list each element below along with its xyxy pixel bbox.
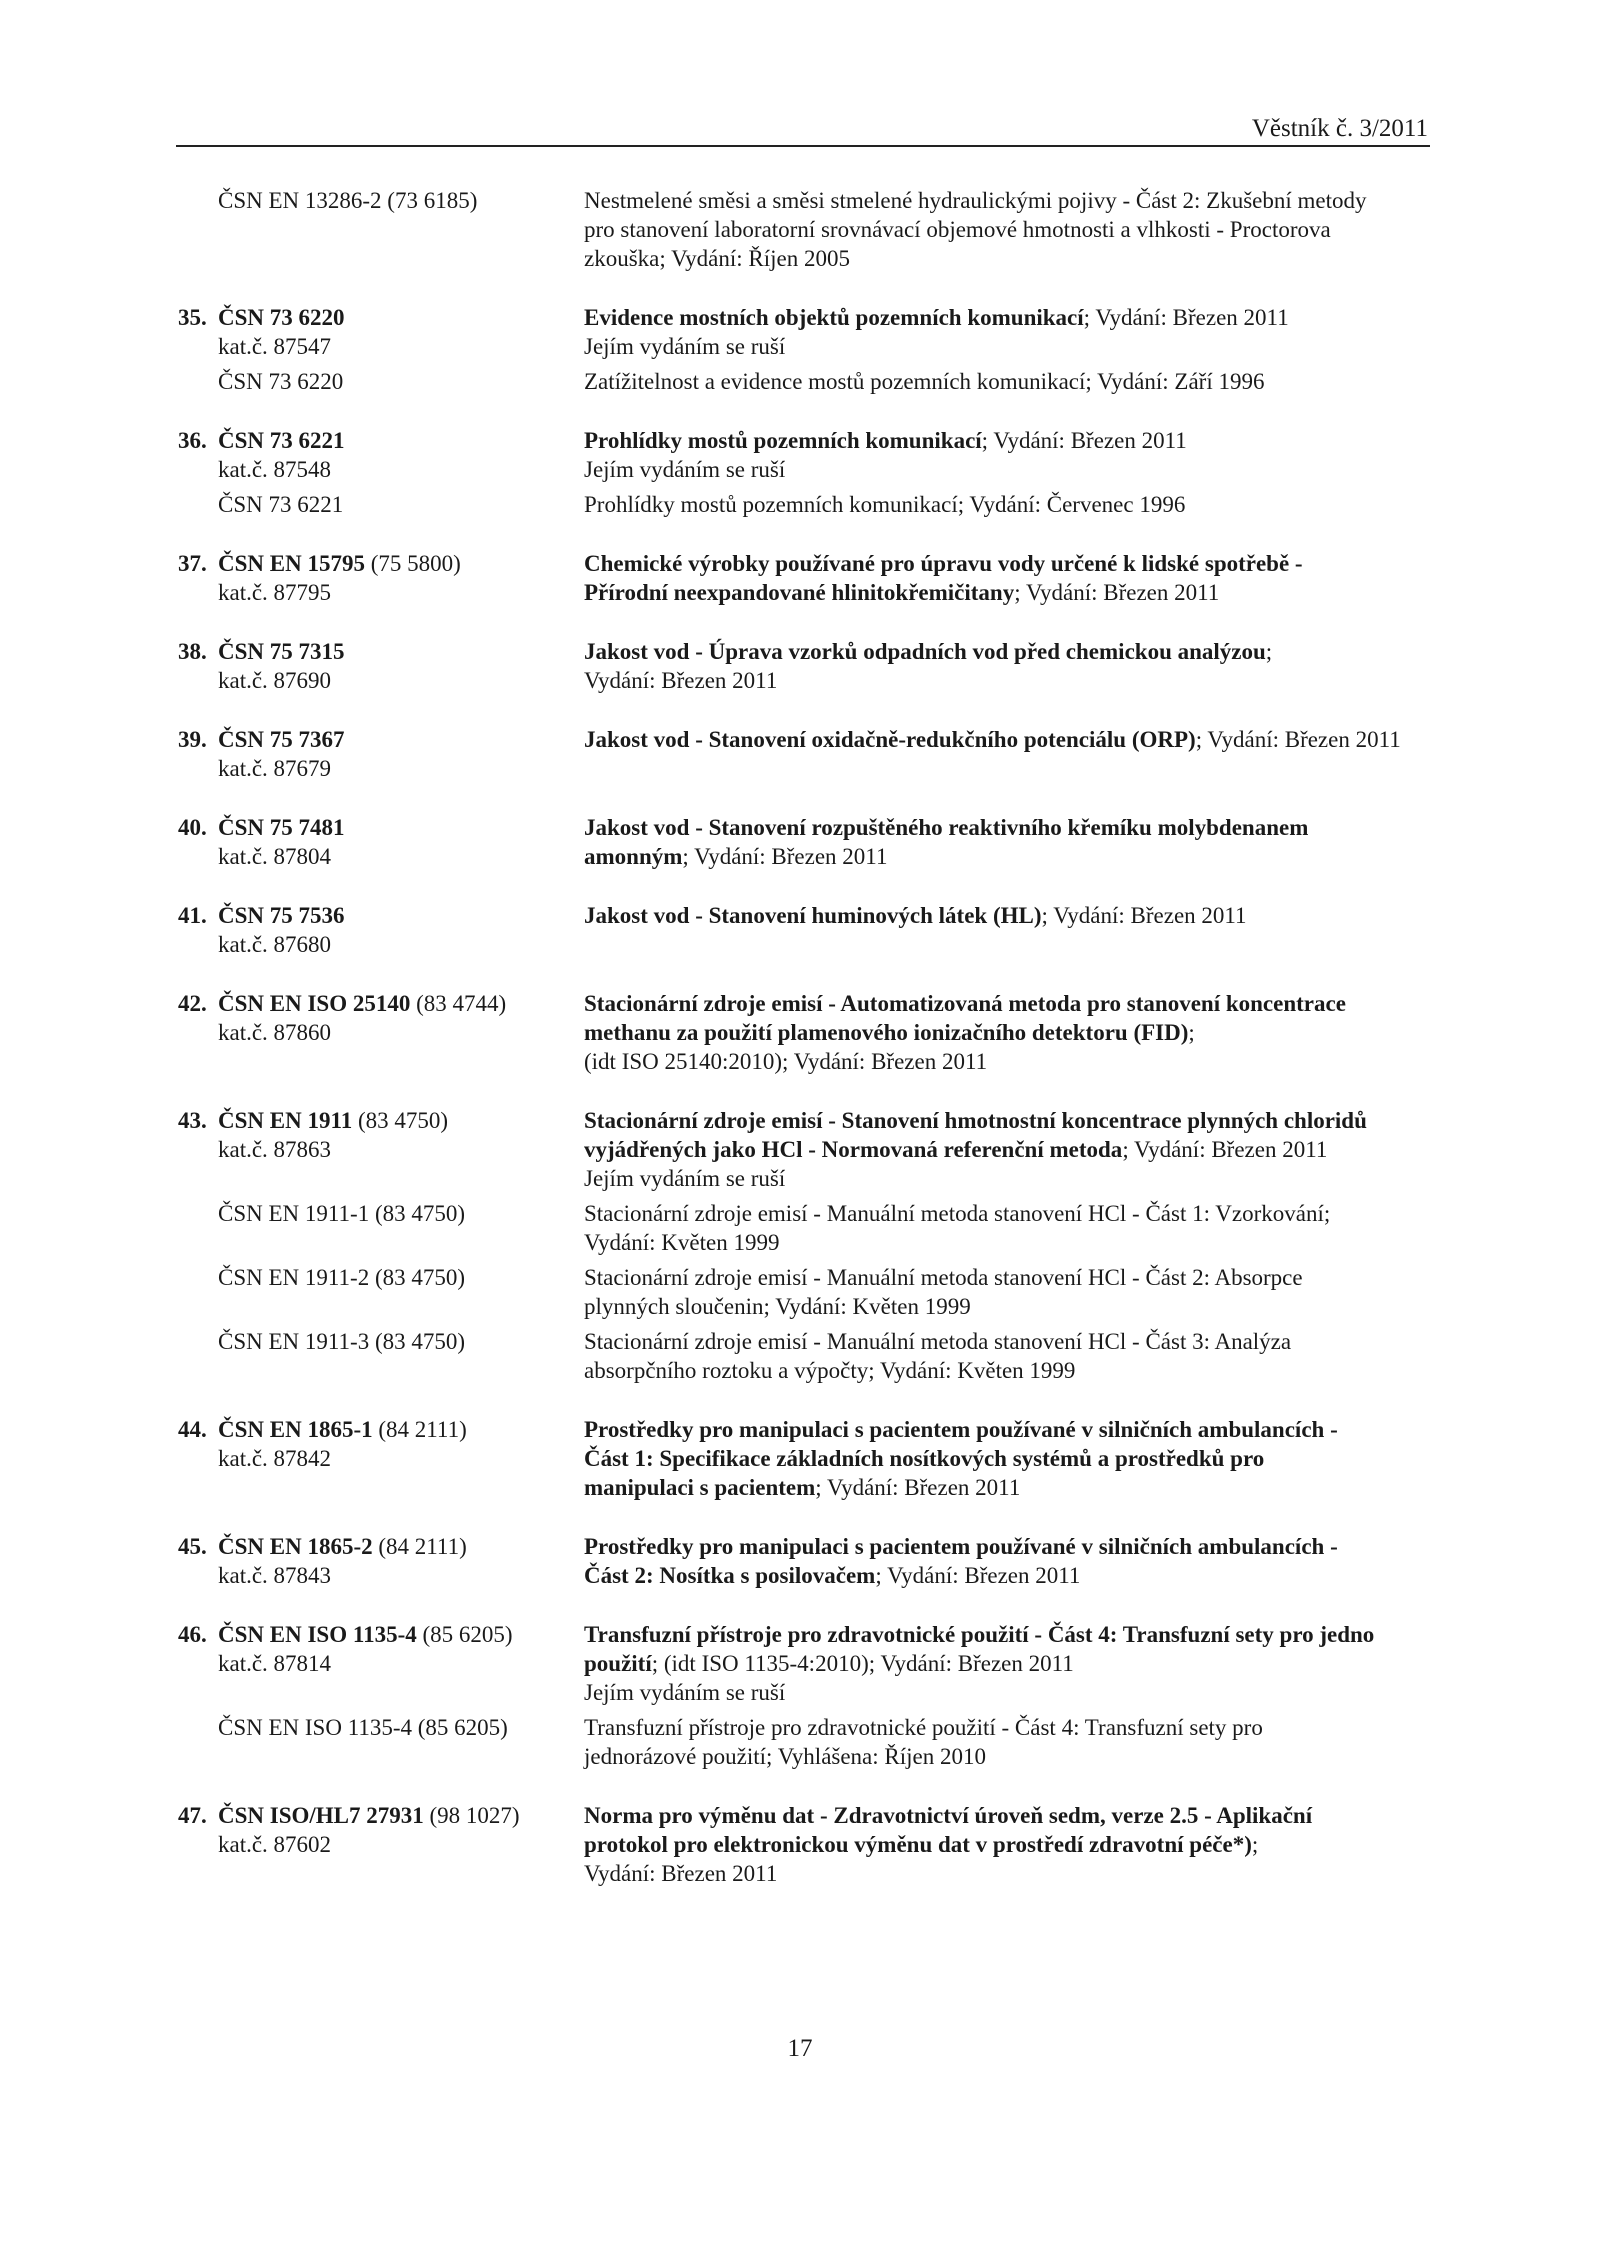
standard-designation (178, 1532, 584, 1590)
standard-entry (178, 186, 1430, 273)
title-segment: zkouška; Vydání: Říjen 2005 (584, 246, 850, 271)
title-line (584, 1164, 1430, 1193)
entry-number: 36. (178, 428, 207, 453)
standard-entry (178, 1801, 1430, 1888)
title-line (584, 1018, 1430, 1047)
standard-code (178, 989, 584, 1018)
entry-number: 43. (178, 1108, 207, 1133)
title-line (584, 1678, 1430, 1707)
designation-text: kat.č. 87843 (218, 1563, 332, 1588)
title-segment: Prohlídky mostů pozemních komunikací; Vydání: Červenec 1996 (584, 492, 1186, 517)
entry-number: 45. (178, 1534, 207, 1559)
standard-code (178, 1713, 584, 1742)
title-bold-segment: Přírodní neexpandované hlinitokřemičitany (584, 580, 1015, 605)
title-bold-segment: Jakost vod - Stanovení rozpuštěného reaktivního křemíku molybdenanem (584, 815, 1309, 840)
catalog-number (178, 332, 584, 361)
designation-text: ČSN EN ISO 1135-4 (85 6205) (218, 1715, 508, 1740)
standard-code (178, 303, 584, 332)
standard-code (178, 1532, 584, 1561)
standard-code (178, 813, 584, 842)
title-segment: absorpčního roztoku a výpočty; Vydání: Květen 1999 (584, 1358, 1076, 1383)
designation-text: ČSN EN 13286-2 (73 6185) (218, 188, 478, 213)
standard-title (584, 1713, 1430, 1771)
title-line (584, 1713, 1430, 1742)
title-segment: ; Vydání: Březen 2011 (875, 1563, 1081, 1588)
standards-list (178, 186, 1430, 1918)
designation-text: ČSN 73 6221 (218, 492, 344, 517)
entry-main-row (178, 989, 1430, 1076)
standard-code (178, 186, 584, 215)
designation-text: ČSN EN 1911-3 (83 4750) (218, 1329, 466, 1354)
catalog-number (178, 1018, 584, 1047)
title-line (584, 1649, 1430, 1678)
entry-main-row (178, 426, 1430, 484)
entry-main-row (178, 1801, 1430, 1888)
standard-designation (178, 186, 584, 215)
title-line (584, 490, 1430, 519)
title-line (584, 215, 1430, 244)
title-segment: ; Vydání: Březen 2011 (815, 1475, 1021, 1500)
standard-designation (178, 1801, 584, 1859)
title-segment: Nestmelené směsi a směsi stmelené hydraulickými pojivy - Část 2: Zkušební metody (584, 188, 1367, 213)
entry-main-row (178, 186, 1430, 273)
standard-entry (178, 303, 1430, 396)
header-divider (176, 145, 1430, 147)
designation-text: kat.č. 87863 (218, 1137, 332, 1162)
entry-replaced-row (178, 490, 1430, 519)
title-line (584, 1135, 1430, 1164)
title-segment: ; (1188, 1020, 1195, 1045)
title-segment: Vydání: Březen 2011 (584, 1861, 778, 1886)
entry-number: 35. (178, 305, 207, 330)
title-line (584, 549, 1430, 578)
entry-number: 42. (178, 991, 207, 1016)
title-line (584, 1620, 1430, 1649)
title-segment: ; (1251, 1832, 1259, 1857)
catalog-number (178, 754, 584, 783)
standard-designation (178, 1327, 584, 1356)
catalog-number (178, 578, 584, 607)
title-segment: ; Vydání: Březen 2011 (1083, 305, 1289, 330)
standard-title (584, 1415, 1430, 1502)
standard-entry (178, 1415, 1430, 1502)
standard-designation (178, 1415, 584, 1473)
entry-replaced-row (178, 1713, 1430, 1771)
designation-text: kat.č. 87842 (218, 1446, 332, 1471)
entry-main-row (178, 637, 1430, 695)
designation-text: kat.č. 87602 (218, 1832, 332, 1857)
bulletin-title: Věstník č. 3/2011 (1251, 115, 1428, 142)
standard-title (584, 186, 1430, 273)
standard-code-bold: ČSN EN 1911 (218, 1108, 353, 1133)
entry-main-row (178, 1620, 1430, 1707)
standard-entry (178, 901, 1430, 959)
entry-main-row (178, 1106, 1430, 1193)
designation-text: (83 4744) (410, 991, 507, 1016)
title-segment: plynných sloučenin; Vydání: Květen 1999 (584, 1294, 971, 1319)
title-bold-segment: Stacionární zdroje emisí - Automatizovaná metoda pro stanovení koncentrace (584, 991, 1346, 1016)
standard-entry (178, 1620, 1430, 1771)
title-bold-segment: Prostředky pro manipulaci s pacientem používané v silničních ambulancích - (584, 1534, 1338, 1559)
entry-main-row (178, 1532, 1430, 1590)
title-line (584, 1292, 1430, 1321)
standard-code-bold: ČSN 75 7315 (218, 639, 345, 664)
title-line (584, 367, 1430, 396)
standard-code-bold: ČSN ISO/HL7 27931 (218, 1803, 424, 1828)
standard-code (178, 725, 584, 754)
standard-code (178, 1106, 584, 1135)
standard-designation (178, 1106, 584, 1164)
standard-entry (178, 426, 1430, 519)
standard-code (178, 1801, 584, 1830)
title-line (584, 1801, 1430, 1830)
designation-text: kat.č. 87814 (218, 1651, 332, 1676)
title-line (584, 842, 1430, 871)
title-segment: Stacionární zdroje emisí - Manuální metoda stanovení HCl - Část 1: Vzorkování; (584, 1201, 1331, 1226)
entry-number: 40. (178, 815, 207, 840)
entry-number: 47. (178, 1803, 207, 1828)
title-line (584, 1532, 1430, 1561)
catalog-number (178, 1561, 584, 1590)
catalog-number (178, 1135, 584, 1164)
entry-number: 41. (178, 903, 207, 928)
entry-number: 46. (178, 1622, 207, 1647)
title-bold-segment: Jakost vod - Stanovení huminových látek (HL) (584, 903, 1042, 928)
catalog-number (178, 1830, 584, 1859)
standard-code-bold: ČSN 75 7481 (218, 815, 345, 840)
title-bold-segment: protokol pro elektronickou výměnu dat v prostředí zdravotní péče*) (584, 1832, 1252, 1857)
title-line (584, 989, 1430, 1018)
standard-code-bold: ČSN EN ISO 25140 (218, 991, 411, 1016)
title-segment: ; (1265, 639, 1273, 664)
title-segment: Vydání: Březen 2011 (584, 668, 778, 693)
page-number: 17 (787, 2035, 813, 2062)
title-segment: ; Vydání: Březen 2011 (682, 844, 888, 869)
standard-title (584, 367, 1430, 396)
title-segment: Vydání: Květen 1999 (584, 1230, 780, 1255)
designation-text: (84 2111) (372, 1417, 467, 1442)
title-segment: jednorázové použití; Vyhlášena: Říjen 2010 (584, 1744, 986, 1769)
standard-code (178, 490, 584, 519)
title-segment: Stacionární zdroje emisí - Manuální metoda stanovení HCl - Část 3: Analýza (584, 1329, 1292, 1354)
title-line (584, 1415, 1430, 1444)
standard-code-bold: ČSN 75 7367 (218, 727, 345, 752)
title-line (584, 1444, 1430, 1473)
designation-text: (85 6205) (416, 1622, 513, 1647)
title-line (584, 1199, 1430, 1228)
standard-title (584, 1327, 1430, 1385)
title-line (584, 1561, 1430, 1590)
standard-code (178, 637, 584, 666)
entry-main-row (178, 303, 1430, 361)
standard-designation (178, 303, 584, 361)
title-segment: ; Vydání: Březen 2011 (1041, 903, 1247, 928)
catalog-number (178, 930, 584, 959)
title-segment: Stacionární zdroje emisí - Manuální metoda stanovení HCl - Část 2: Absorpce (584, 1265, 1303, 1290)
title-bold-segment: Jakost vod - Úprava vzorků odpadních vod před chemickou analýzou (584, 639, 1266, 664)
standard-code (178, 549, 584, 578)
standard-code (178, 1620, 584, 1649)
title-segment: pro stanovení laboratorní srovnávací objemové hmotnosti a vlhkosti - Proctorova (584, 217, 1331, 242)
standard-code-bold: ČSN 73 6221 (218, 428, 345, 453)
standard-entry (178, 725, 1430, 783)
title-line (584, 186, 1430, 215)
designation-text: kat.č. 87680 (218, 932, 332, 957)
designation-text: ČSN EN 1911-2 (83 4750) (218, 1265, 466, 1290)
standard-title (584, 1801, 1430, 1888)
standard-code (178, 901, 584, 930)
title-bold-segment: vyjádřených jako HCl - Normovaná referenční metoda (584, 1137, 1123, 1162)
title-segment: ; Vydání: Březen 2011 (1195, 727, 1401, 752)
standard-entry (178, 989, 1430, 1076)
designation-text: ČSN EN 1911-1 (83 4750) (218, 1201, 466, 1226)
standard-designation (178, 1263, 584, 1292)
standard-code-bold: ČSN 73 6220 (218, 305, 345, 330)
title-segment: ; Vydání: Březen 2011 (1122, 1137, 1328, 1162)
designation-text: kat.č. 87690 (218, 668, 332, 693)
entry-number: 44. (178, 1417, 207, 1442)
title-line (584, 1830, 1430, 1859)
title-line (584, 1327, 1430, 1356)
title-segment: Jejím vydáním se ruší (584, 457, 786, 482)
standard-code-bold: ČSN EN 1865-1 (218, 1417, 373, 1442)
standard-title (584, 637, 1430, 695)
entry-main-row (178, 1415, 1430, 1502)
title-line (584, 1356, 1430, 1385)
title-segment: Transfuzní přístroje pro zdravotnické použití - Část 4: Transfuzní sety pro (584, 1715, 1263, 1740)
standard-entry (178, 1532, 1430, 1590)
standard-title (584, 725, 1430, 754)
standard-code-bold: ČSN 75 7536 (218, 903, 345, 928)
standard-code-bold: ČSN EN 15795 (218, 551, 365, 576)
entry-main-row (178, 725, 1430, 783)
standard-code (178, 1327, 584, 1356)
standard-code (178, 367, 584, 396)
standard-code-bold: ČSN EN 1865-2 (218, 1534, 373, 1559)
title-bold-segment: Evidence mostních objektů pozemních komunikací (584, 305, 1084, 330)
standard-title (584, 1106, 1430, 1193)
standard-designation (178, 426, 584, 484)
entry-replaced-row (178, 1263, 1430, 1321)
standard-title (584, 303, 1430, 361)
standard-designation (178, 549, 584, 607)
entry-main-row (178, 901, 1430, 959)
standard-title (584, 813, 1430, 871)
title-bold-segment: Část 1: Specifikace základních nosítkových systémů a prostředků pro (584, 1446, 1265, 1471)
entry-number: 38. (178, 639, 207, 664)
standard-designation (178, 367, 584, 396)
designation-text: (84 2111) (372, 1534, 467, 1559)
designation-text: kat.č. 87547 (218, 334, 332, 359)
standard-designation (178, 637, 584, 695)
title-line (584, 455, 1430, 484)
title-segment: Jejím vydáním se ruší (584, 1166, 786, 1191)
designation-text: kat.č. 87860 (218, 1020, 332, 1045)
title-bold-segment: methanu za použití plamenového ionizačního detektoru (FID) (584, 1020, 1189, 1045)
standard-entry (178, 813, 1430, 871)
entry-replaced-row (178, 1327, 1430, 1385)
entry-number: 37. (178, 551, 207, 576)
title-bold-segment: manipulaci s pacientem (584, 1475, 816, 1500)
standard-designation (178, 989, 584, 1047)
title-line (584, 303, 1430, 332)
catalog-number (178, 455, 584, 484)
standard-designation (178, 725, 584, 783)
standard-title (584, 1532, 1430, 1590)
entry-main-row (178, 813, 1430, 871)
standard-designation (178, 490, 584, 519)
title-line (584, 813, 1430, 842)
title-segment: ; Vydání: Březen 2011 (1014, 580, 1220, 605)
standard-title (584, 426, 1430, 484)
title-line (584, 426, 1430, 455)
standard-code (178, 1263, 584, 1292)
standard-title (584, 490, 1430, 519)
title-bold-segment: amonným (584, 844, 683, 869)
catalog-number (178, 666, 584, 695)
title-line (584, 1742, 1430, 1771)
standard-title (584, 989, 1430, 1076)
title-segment: Jejím vydáním se ruší (584, 334, 786, 359)
designation-text: kat.č. 87679 (218, 756, 332, 781)
designation-text: ČSN 73 6220 (218, 369, 344, 394)
standard-code-bold: ČSN EN ISO 1135-4 (218, 1622, 417, 1647)
title-bold-segment: Chemické výrobky používané pro úpravu vody určené k lidské spotřebě - (584, 551, 1303, 576)
designation-text: kat.č. 87795 (218, 580, 332, 605)
entry-number: 39. (178, 727, 207, 752)
standard-entry (178, 1106, 1430, 1385)
title-bold-segment: Část 2: Nosítka s posilovačem (584, 1563, 876, 1588)
catalog-number (178, 1649, 584, 1678)
title-bold-segment: Stacionární zdroje emisí - Stanovení hmotnostní koncentrace plynných chloridů (584, 1108, 1367, 1133)
title-line (584, 578, 1430, 607)
title-line (584, 637, 1430, 666)
title-line (584, 244, 1430, 273)
designation-text: (83 4750) (352, 1108, 449, 1133)
title-bold-segment: Norma pro výměnu dat - Zdravotnictví úroveň sedm, verze 2.5 - Aplikační (584, 1803, 1313, 1828)
standard-designation (178, 1620, 584, 1678)
standard-designation (178, 813, 584, 871)
standard-title (584, 1620, 1430, 1707)
designation-text: kat.č. 87804 (218, 844, 332, 869)
title-bold-segment: Jakost vod - Stanovení oxidačně-redukčního potenciálu (ORP) (584, 727, 1196, 752)
title-segment: (idt ISO 25140:2010); Vydání: Březen 2011 (584, 1049, 988, 1074)
title-line (584, 1473, 1430, 1502)
standard-code (178, 1199, 584, 1228)
title-line (584, 1263, 1430, 1292)
title-segment: Zatížitelnost a evidence mostů pozemních komunikací; Vydání: Září 1996 (584, 369, 1265, 394)
designation-text: (98 1027) (423, 1803, 520, 1828)
title-segment: Jejím vydáním se ruší (584, 1680, 786, 1705)
standard-code (178, 1415, 584, 1444)
title-bold-segment: Transfuzní přístroje pro zdravotnické použití - Část 4: Transfuzní sety pro jedno (584, 1622, 1375, 1647)
standard-title (584, 549, 1430, 607)
catalog-number (178, 1444, 584, 1473)
designation-text: kat.č. 87548 (218, 457, 332, 482)
title-line (584, 1047, 1430, 1076)
entry-replaced-row (178, 367, 1430, 396)
entry-main-row (178, 549, 1430, 607)
title-line (584, 1859, 1430, 1888)
standard-designation (178, 901, 584, 959)
title-bold-segment: Prohlídky mostů pozemních komunikací (584, 428, 982, 453)
standard-title (584, 1199, 1430, 1257)
standard-entry (178, 637, 1430, 695)
standard-title (584, 901, 1430, 930)
title-segment: ; Vydání: Březen 2011 (981, 428, 1187, 453)
title-line (584, 1228, 1430, 1257)
entry-replaced-row (178, 1199, 1430, 1257)
title-segment: ; (idt ISO 1135-4:2010); Vydání: Březen 2011 (651, 1651, 1074, 1676)
title-bold-segment: Prostředky pro manipulaci s pacientem používané v silničních ambulancích - (584, 1417, 1338, 1442)
standard-designation (178, 1713, 584, 1742)
standard-entry (178, 549, 1430, 607)
designation-text: (75 5800) (364, 551, 461, 576)
title-line (584, 1106, 1430, 1135)
standard-title (584, 1263, 1430, 1321)
title-line (584, 332, 1430, 361)
standard-designation (178, 1199, 584, 1228)
standard-code (178, 426, 584, 455)
title-bold-segment: použití (584, 1651, 652, 1676)
catalog-number (178, 842, 584, 871)
title-line (584, 901, 1430, 930)
title-line (584, 725, 1430, 754)
title-line (584, 666, 1430, 695)
